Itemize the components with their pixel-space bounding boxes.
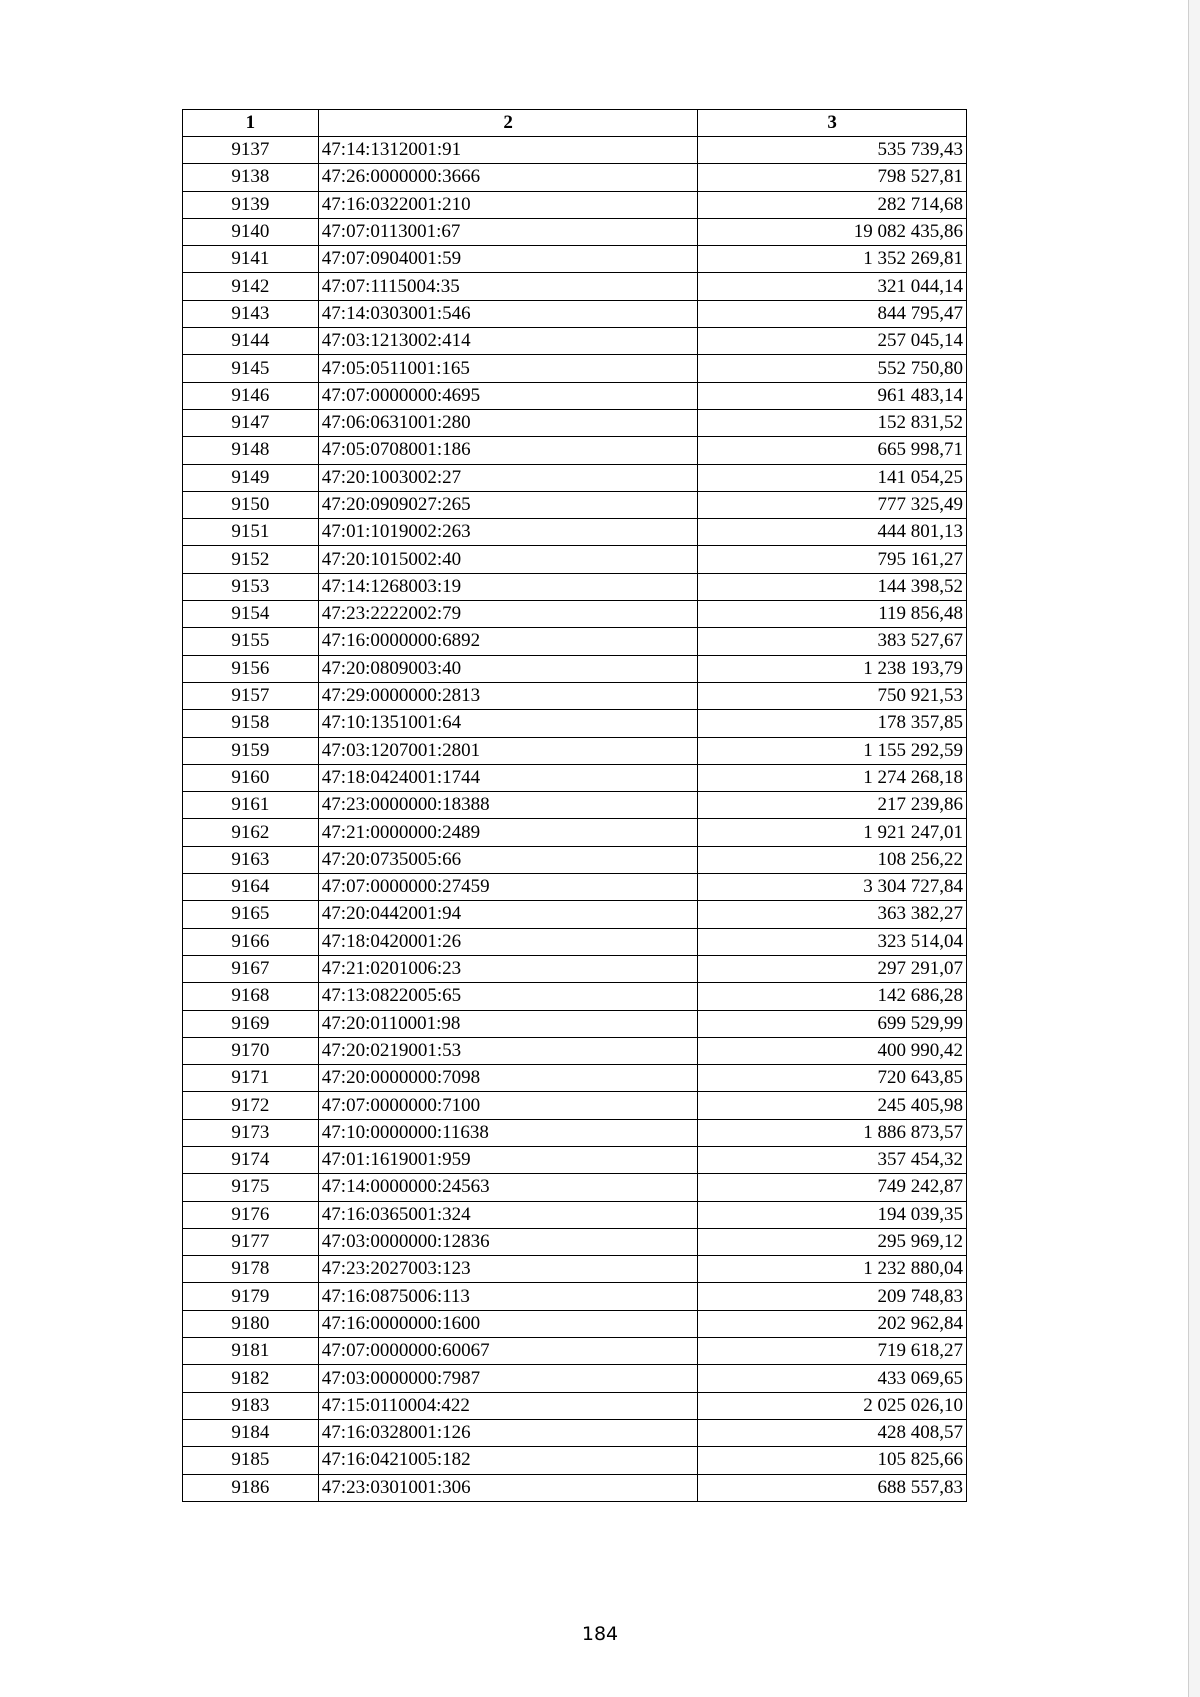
cadastral-number-cell: 47:03:1213002:414 <box>318 328 698 355</box>
table-row <box>183 655 967 682</box>
cadastral-number-cell: 47:05:0708001:186 <box>318 437 698 464</box>
value-cell: 1 921 247,01 <box>698 819 967 846</box>
row-number-cell: 9163 <box>183 846 319 873</box>
cadastral-number-cell: 47:16:0328001:126 <box>318 1419 698 1446</box>
table-row <box>183 1256 967 1283</box>
row-number-cell: 9138 <box>183 164 319 191</box>
value-cell: 400 990,42 <box>698 1037 967 1064</box>
row-number-cell: 9175 <box>183 1174 319 1201</box>
row-number-cell: 9153 <box>183 573 319 600</box>
row-number-cell: 9162 <box>183 819 319 846</box>
row-number-cell: 9168 <box>183 983 319 1010</box>
cadastral-number-cell: 47:07:0000000:60067 <box>318 1338 698 1365</box>
cadastral-number-cell: 47:21:0201006:23 <box>318 955 698 982</box>
table-row <box>183 491 967 518</box>
value-cell: 699 529,99 <box>698 1010 967 1037</box>
table-row <box>183 1310 967 1337</box>
row-number-cell: 9172 <box>183 1092 319 1119</box>
value-cell: 108 256,22 <box>698 846 967 873</box>
value-cell: 178 357,85 <box>698 710 967 737</box>
value-cell: 428 408,57 <box>698 1419 967 1446</box>
row-number-cell: 9137 <box>183 137 319 164</box>
cadastral-number-cell: 47:16:0365001:324 <box>318 1201 698 1228</box>
value-cell: 552 750,80 <box>698 355 967 382</box>
cadastral-number-cell: 47:05:0511001:165 <box>318 355 698 382</box>
row-number-cell: 9179 <box>183 1283 319 1310</box>
page-number: 184 <box>581 1623 619 1645</box>
table-row <box>183 300 967 327</box>
table-row <box>183 1037 967 1064</box>
row-number-cell: 9164 <box>183 874 319 901</box>
value-cell: 777 325,49 <box>698 491 967 518</box>
cadastral-number-cell: 47:23:2027003:123 <box>318 1256 698 1283</box>
row-number-cell: 9182 <box>183 1365 319 1392</box>
table-row <box>183 246 967 273</box>
table-row <box>183 955 967 982</box>
row-number-cell: 9144 <box>183 328 319 355</box>
table-row <box>183 628 967 655</box>
value-cell: 257 045,14 <box>698 328 967 355</box>
row-number-cell: 9155 <box>183 628 319 655</box>
value-cell: 152 831,52 <box>698 409 967 436</box>
row-number-cell: 9143 <box>183 300 319 327</box>
value-cell: 245 405,98 <box>698 1092 967 1119</box>
cadastral-number-cell: 47:23:0301001:306 <box>318 1474 698 1501</box>
table-row <box>183 874 967 901</box>
row-number-cell: 9150 <box>183 491 319 518</box>
row-number-cell: 9176 <box>183 1201 319 1228</box>
row-number-cell: 9169 <box>183 1010 319 1037</box>
cadastral-number-cell: 47:07:0000000:27459 <box>318 874 698 901</box>
value-cell: 141 054,25 <box>698 464 967 491</box>
value-cell: 321 044,14 <box>698 273 967 300</box>
table-row <box>183 164 967 191</box>
value-cell: 1 274 268,18 <box>698 764 967 791</box>
value-cell: 2 025 026,10 <box>698 1392 967 1419</box>
value-cell: 444 801,13 <box>698 519 967 546</box>
value-cell: 209 748,83 <box>698 1283 967 1310</box>
value-cell: 433 069,65 <box>698 1365 967 1392</box>
cadastral-number-cell: 47:15:0110004:422 <box>318 1392 698 1419</box>
value-cell: 961 483,14 <box>698 382 967 409</box>
table-row <box>183 1201 967 1228</box>
table-row <box>183 1010 967 1037</box>
cadastral-number-cell: 47:20:0909027:265 <box>318 491 698 518</box>
table-row <box>183 464 967 491</box>
cadastral-number-cell: 47:20:0219001:53 <box>318 1037 698 1064</box>
row-number-cell: 9146 <box>183 382 319 409</box>
value-cell: 719 618,27 <box>698 1338 967 1365</box>
value-cell: 363 382,27 <box>698 901 967 928</box>
cadastral-number-cell: 47:16:0322001:210 <box>318 191 698 218</box>
row-number-cell: 9185 <box>183 1447 319 1474</box>
value-cell: 1 886 873,57 <box>698 1119 967 1146</box>
cadastral-number-cell: 47:16:0421005:182 <box>318 1447 698 1474</box>
table-row <box>183 191 967 218</box>
cadastral-number-cell: 47:18:0424001:1744 <box>318 764 698 791</box>
row-number-cell: 9148 <box>183 437 319 464</box>
table-row <box>183 546 967 573</box>
value-cell: 194 039,35 <box>698 1201 967 1228</box>
table-row <box>183 983 967 1010</box>
table-row <box>183 1092 967 1119</box>
value-cell: 297 291,07 <box>698 955 967 982</box>
value-cell: 357 454,32 <box>698 1146 967 1173</box>
table-row <box>183 601 967 628</box>
cadastral-number-cell: 47:16:0000000:6892 <box>318 628 698 655</box>
table-row <box>183 1447 967 1474</box>
table-row <box>183 328 967 355</box>
data-table <box>182 109 967 1502</box>
table-row <box>183 1065 967 1092</box>
cadastral-number-cell: 47:10:0000000:11638 <box>318 1119 698 1146</box>
value-cell: 844 795,47 <box>698 300 967 327</box>
cadastral-number-cell: 47:14:1268003:19 <box>318 573 698 600</box>
row-number-cell: 9183 <box>183 1392 319 1419</box>
cadastral-number-cell: 47:20:0809003:40 <box>318 655 698 682</box>
value-cell: 688 557,83 <box>698 1474 967 1501</box>
cadastral-number-cell: 47:16:0875006:113 <box>318 1283 698 1310</box>
value-cell: 3 304 727,84 <box>698 874 967 901</box>
value-cell: 720 643,85 <box>698 1065 967 1092</box>
value-cell: 217 239,86 <box>698 792 967 819</box>
table-row <box>183 1174 967 1201</box>
row-number-cell: 9154 <box>183 601 319 628</box>
value-cell: 749 242,87 <box>698 1174 967 1201</box>
row-number-cell: 9141 <box>183 246 319 273</box>
table-row <box>183 1365 967 1392</box>
table-row <box>183 928 967 955</box>
row-number-cell: 9157 <box>183 682 319 709</box>
row-number-cell: 9158 <box>183 710 319 737</box>
value-cell: 1 232 880,04 <box>698 1256 967 1283</box>
cadastral-number-cell: 47:20:0442001:94 <box>318 901 698 928</box>
row-number-cell: 9151 <box>183 519 319 546</box>
table-row <box>183 846 967 873</box>
row-number-cell: 9181 <box>183 1338 319 1365</box>
cadastral-number-cell: 47:20:1015002:40 <box>318 546 698 573</box>
row-number-cell: 9159 <box>183 737 319 764</box>
table-row <box>183 355 967 382</box>
table-row <box>183 137 967 164</box>
row-number-cell: 9139 <box>183 191 319 218</box>
table-row <box>183 273 967 300</box>
value-cell: 798 527,81 <box>698 164 967 191</box>
value-cell: 750 921,53 <box>698 682 967 709</box>
table-row <box>183 218 967 245</box>
cadastral-number-cell: 47:29:0000000:2813 <box>318 682 698 709</box>
row-number-cell: 9140 <box>183 218 319 245</box>
cadastral-number-cell: 47:10:1351001:64 <box>318 710 698 737</box>
cadastral-number-cell: 47:03:1207001:2801 <box>318 737 698 764</box>
value-cell: 295 969,12 <box>698 1228 967 1255</box>
table-row <box>183 1392 967 1419</box>
row-number-cell: 9170 <box>183 1037 319 1064</box>
row-number-cell: 9180 <box>183 1310 319 1337</box>
cadastral-number-cell: 47:14:0000000:24563 <box>318 1174 698 1201</box>
row-number-cell: 9171 <box>183 1065 319 1092</box>
cadastral-number-cell: 47:20:1003002:27 <box>318 464 698 491</box>
column-header-2: 2 <box>318 110 698 137</box>
table-row <box>183 819 967 846</box>
table-body <box>183 137 967 1502</box>
value-cell: 119 856,48 <box>698 601 967 628</box>
cadastral-number-cell: 47:16:0000000:1600 <box>318 1310 698 1337</box>
table-row <box>183 1474 967 1501</box>
cadastral-number-cell: 47:01:1619001:959 <box>318 1146 698 1173</box>
row-number-cell: 9166 <box>183 928 319 955</box>
value-cell: 535 739,43 <box>698 137 967 164</box>
row-number-cell: 9177 <box>183 1228 319 1255</box>
value-cell: 1 352 269,81 <box>698 246 967 273</box>
table-row <box>183 792 967 819</box>
value-cell: 142 686,28 <box>698 983 967 1010</box>
cadastral-number-cell: 47:07:0000000:7100 <box>318 1092 698 1119</box>
row-number-cell: 9149 <box>183 464 319 491</box>
cadastral-number-cell: 47:14:0303001:546 <box>318 300 698 327</box>
value-cell: 144 398,52 <box>698 573 967 600</box>
table-row <box>183 901 967 928</box>
row-number-cell: 9173 <box>183 1119 319 1146</box>
row-number-cell: 9147 <box>183 409 319 436</box>
cadastral-number-cell: 47:26:0000000:3666 <box>318 164 698 191</box>
cadastral-number-cell: 47:03:0000000:12836 <box>318 1228 698 1255</box>
value-cell: 105 825,66 <box>698 1447 967 1474</box>
table-row <box>183 682 967 709</box>
cadastral-number-cell: 47:23:2222002:79 <box>318 601 698 628</box>
value-cell: 282 714,68 <box>698 191 967 218</box>
cadastral-number-cell: 47:07:0000000:4695 <box>318 382 698 409</box>
table-row <box>183 437 967 464</box>
value-cell: 202 962,84 <box>698 1310 967 1337</box>
cadastral-number-cell: 47:14:1312001:91 <box>318 137 698 164</box>
row-number-cell: 9167 <box>183 955 319 982</box>
table-row <box>183 1146 967 1173</box>
column-header-3: 3 <box>698 110 967 137</box>
table-row <box>183 1119 967 1146</box>
table-header-row <box>183 110 967 137</box>
cadastral-number-cell: 47:23:0000000:18388 <box>318 792 698 819</box>
cadastral-number-cell: 47:20:0735005:66 <box>318 846 698 873</box>
cadastral-number-cell: 47:18:0420001:26 <box>318 928 698 955</box>
table-row <box>183 1228 967 1255</box>
value-cell: 795 161,27 <box>698 546 967 573</box>
table-row <box>183 409 967 436</box>
row-number-cell: 9184 <box>183 1419 319 1446</box>
column-header-1: 1 <box>183 110 319 137</box>
row-number-cell: 9156 <box>183 655 319 682</box>
value-cell: 1 238 193,79 <box>698 655 967 682</box>
row-number-cell: 9161 <box>183 792 319 819</box>
value-cell: 665 998,71 <box>698 437 967 464</box>
row-number-cell: 9186 <box>183 1474 319 1501</box>
row-number-cell: 9165 <box>183 901 319 928</box>
cadastral-number-cell: 47:07:1115004:35 <box>318 273 698 300</box>
table-row <box>183 573 967 600</box>
value-cell: 19 082 435,86 <box>698 218 967 245</box>
table-row <box>183 710 967 737</box>
cadastral-number-cell: 47:20:0110001:98 <box>318 1010 698 1037</box>
table-row <box>183 1419 967 1446</box>
cadastral-number-cell: 47:07:0904001:59 <box>318 246 698 273</box>
table-row <box>183 382 967 409</box>
table-row <box>183 519 967 546</box>
table-row <box>183 764 967 791</box>
value-cell: 323 514,04 <box>698 928 967 955</box>
value-cell: 383 527,67 <box>698 628 967 655</box>
cadastral-number-cell: 47:01:1019002:263 <box>318 519 698 546</box>
table-row <box>183 1283 967 1310</box>
cadastral-number-cell: 47:03:0000000:7987 <box>318 1365 698 1392</box>
table-row <box>183 737 967 764</box>
page-edge <box>1188 0 1200 1697</box>
row-number-cell: 9174 <box>183 1146 319 1173</box>
row-number-cell: 9178 <box>183 1256 319 1283</box>
value-cell: 1 155 292,59 <box>698 737 967 764</box>
row-number-cell: 9142 <box>183 273 319 300</box>
table-row <box>183 1338 967 1365</box>
cadastral-number-cell: 47:06:0631001:280 <box>318 409 698 436</box>
row-number-cell: 9145 <box>183 355 319 382</box>
row-number-cell: 9160 <box>183 764 319 791</box>
row-number-cell: 9152 <box>183 546 319 573</box>
cadastral-number-cell: 47:13:0822005:65 <box>318 983 698 1010</box>
cadastral-number-cell: 47:21:0000000:2489 <box>318 819 698 846</box>
cadastral-number-cell: 47:07:0113001:67 <box>318 218 698 245</box>
cadastral-number-cell: 47:20:0000000:7098 <box>318 1065 698 1092</box>
